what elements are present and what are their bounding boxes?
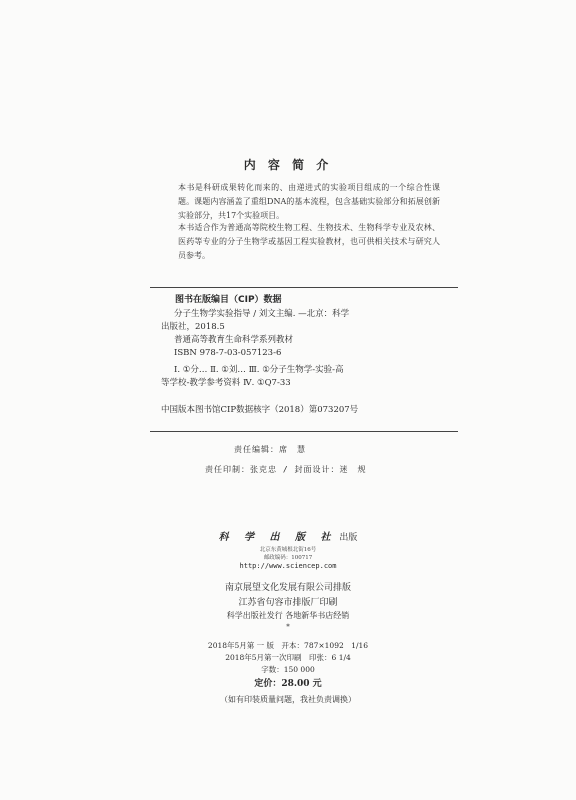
separator-star: * <box>286 623 290 631</box>
summary-paragraph-1: 本书是科研成果转化而来的、由递进式的实验项目组成的一个综合性课题。课题内容涵盖了重组DNA的基本流程，包含基础实验部分和拓展创新实验部分，共17个实验项目。 <box>178 183 440 220</box>
publisher-address: 北京东黄城根北街16号 <box>259 547 317 553</box>
publisher-line <box>0 528 576 543</box>
cip-line: 分子生物学实验指导 / 刘文主编. —北京：科学 <box>174 309 350 319</box>
publisher-suffix: 出版 <box>339 533 358 543</box>
cip-entry-1 <box>161 308 441 360</box>
edition-line: 2018年5月第 一 版 开本：787×1092 1/16 <box>207 641 369 650</box>
typesetting-info: 南京展望文化发展有限公司排版 <box>224 583 351 593</box>
cip-number <box>161 404 441 417</box>
printing-line: 2018年5月第一次印刷 印张：6 1/4 <box>225 653 351 662</box>
cip-line: Ⅰ. ①分… Ⅱ. ①刘… Ⅲ. ①分子生物学-实验-高 <box>174 365 344 375</box>
summary-title: 内 容 简 介 <box>243 158 333 172</box>
publisher-logo: 科 学 出 版 社 <box>218 532 337 543</box>
cip-line: 等学校-教学参考资料 Ⅳ. ①Q7-33 <box>161 378 291 388</box>
summary-paragraph-2: 本书适合作为普通高等院校生物工程、生物技术、生物科学专业及农林、医药等专业的分子生物学或基因工程实验教材，也可供相关技术与研究人员参考。 <box>178 223 440 260</box>
cip-line: 普通高等教育生命科学系列教材 <box>174 335 294 345</box>
cip-entry-2 <box>161 364 441 390</box>
word-count: 字数：150 000 <box>261 665 315 674</box>
cip-heading: 图书在版编目（CIP）数据 <box>175 295 282 305</box>
publisher-postcode: 邮政编码：100717 <box>263 555 313 561</box>
cip-bottom-rule <box>150 431 458 432</box>
price: 定价：28.00 元 <box>254 679 322 689</box>
publisher-website: http://www.sciencep.com <box>239 562 337 570</box>
cip-number-text: 中国版本图书馆CIP数据核字（2018）第073207号 <box>161 405 359 415</box>
quality-note: （如有印装质量问题，我社负责调换） <box>220 695 356 704</box>
distribution-info: 科学出版社发行 各地新华书店经销 <box>226 611 350 620</box>
cip-top-rule <box>150 287 458 288</box>
print-and-cover-credit: 责任印制：张克忠 / 封面设计：迷 规 <box>205 465 367 474</box>
printing-info: 江苏省句容市排版厂印刷 <box>238 598 338 608</box>
responsible-editor: 责任编辑：席 慧 <box>234 445 306 454</box>
cip-line: 出版社，2018.5 <box>161 322 225 332</box>
cip-line: ISBN 978-7-03-057123-6 <box>174 348 282 358</box>
